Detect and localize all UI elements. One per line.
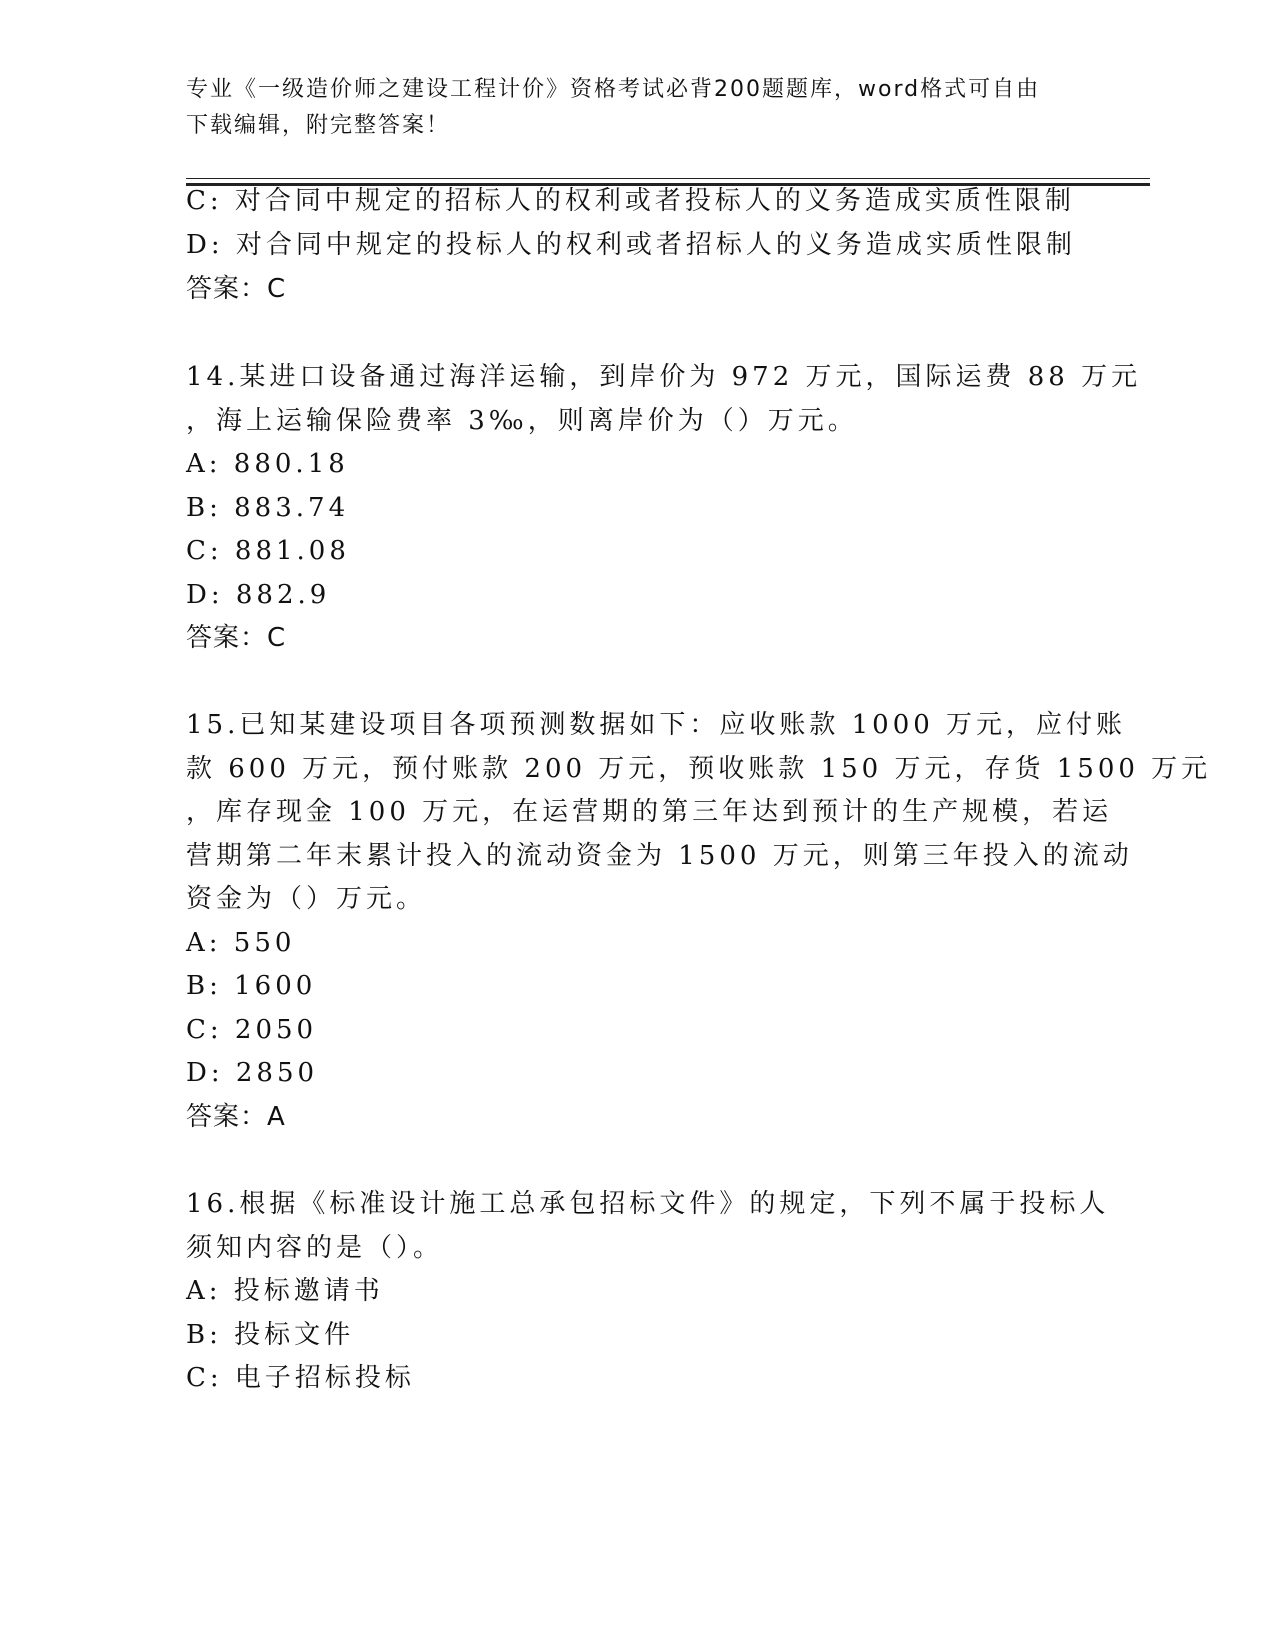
q14-stem-line-1: 14.某进口设备通过海洋运输，到岸价为 972 万元，国际运费 88 万元 (186, 362, 1142, 392)
q16-stem-line-2: 须知内容的是（）。 (186, 1233, 444, 1263)
header-line-1: 专业《一级造价师之建设工程计价》资格考试必背200题题库，word格式可自由 (186, 77, 1041, 102)
q15-stem-line-3: ，库存现金 100 万元，在运营期的第三年达到预计的生产规模，若运 (186, 797, 1113, 827)
q15-option-b: B: 1600 (186, 971, 317, 1001)
header-line-2: 下载编辑，附完整答案！ (186, 113, 451, 138)
q14-option-c: C: 881.08 (186, 536, 350, 566)
q14-answer: 答案：C (186, 623, 287, 653)
q15-stem-line-5: 资金为（）万元。 (186, 884, 427, 914)
q15-stem-line-1: 15.已知某建设项目各项预测数据如下：应收账款 1000 万元，应付账 (186, 710, 1127, 740)
q15-option-a: A: 550 (186, 928, 296, 958)
q15-answer: 答案：A (186, 1102, 286, 1132)
q16-option-c: C: 电子招标投标 (186, 1363, 415, 1393)
page-header (186, 72, 1086, 144)
q16-option-b: B: 投标文件 (186, 1320, 355, 1350)
q14-option-b: B: 883.74 (186, 493, 350, 523)
q13-answer: 答案：C (186, 274, 287, 304)
q14-stem-line-2: ，海上运输保险费率 3‰，则离岸价为（）万元。 (186, 406, 858, 436)
q13-option-c: C: 对合同中规定的招标人的权利或者投标人的义务造成实质性限制 (186, 186, 1075, 216)
q15-stem-line-2: 款 600 万元，预付账款 200 万元，预收账款 150 万元，存货 1500 万元 (186, 754, 1212, 784)
q16-option-a: A: 投标邀请书 (186, 1276, 384, 1306)
q15-stem-line-4: 营期第二年末累计投入的流动资金为 1500 万元，则第三年投入的流动 (186, 841, 1133, 871)
header-divider-thin (186, 178, 1150, 179)
q13-option-d: D: 对合同中规定的投标人的权利或者招标人的义务造成实质性限制 (186, 230, 1076, 260)
q15-option-d: D: 2850 (186, 1058, 319, 1088)
q15-option-c: C: 2050 (186, 1015, 318, 1045)
q16-stem-line-1: 16.根据《标准设计施工总承包招标文件》的规定，下列不属于投标人 (186, 1189, 1110, 1219)
q14-option-a: A: 880.18 (186, 449, 349, 479)
q14-option-d: D: 882.9 (186, 580, 331, 610)
